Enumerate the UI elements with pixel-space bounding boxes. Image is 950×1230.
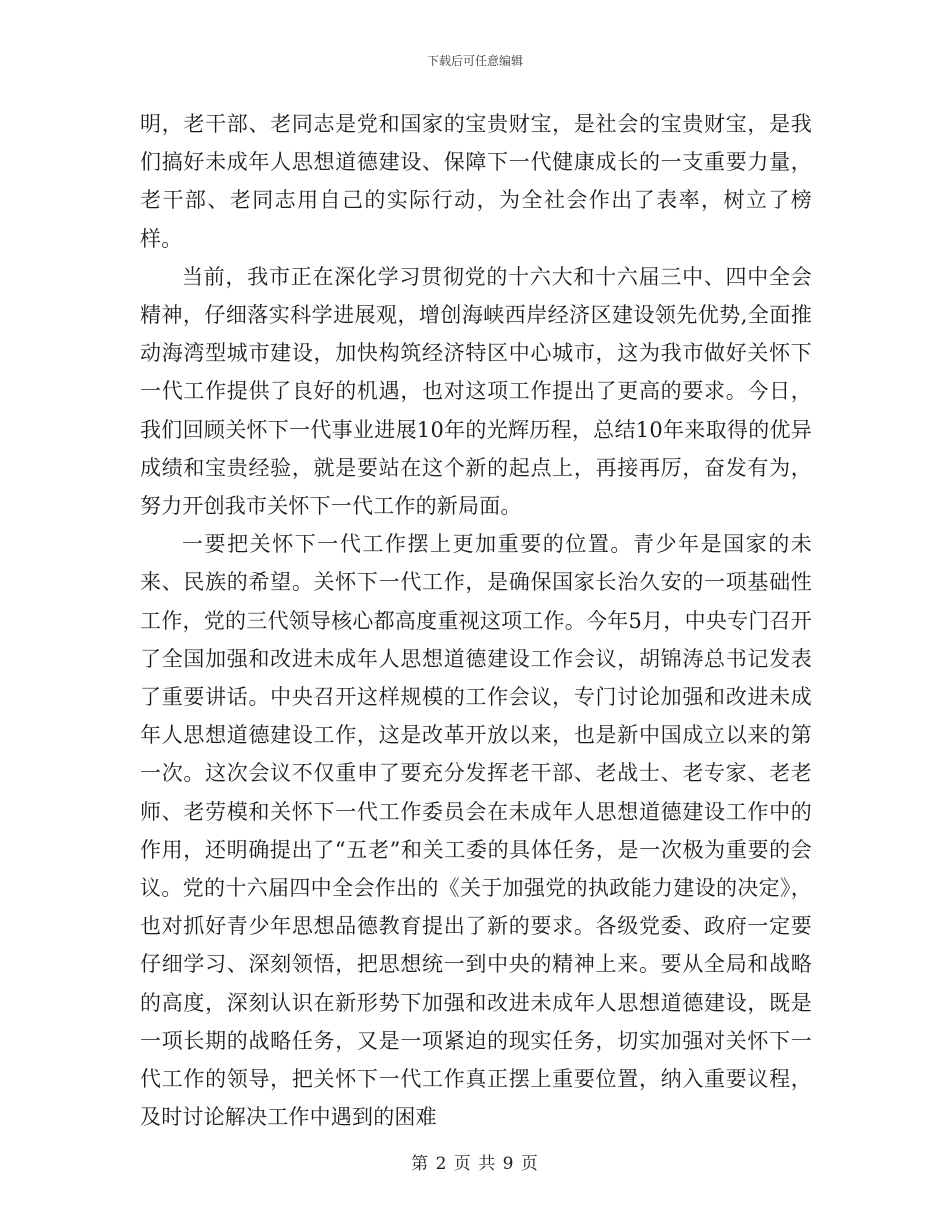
document-body xyxy=(140,105,812,1136)
page-header: 下载后可任意编辑 xyxy=(426,54,523,68)
page-number: 第 2 页 共 9 页 xyxy=(411,1154,539,1174)
paragraph-first-point: 一要把关怀下一代工作摆上更加重要的位置。青少年是国家的未来、民族的希望。关怀下一代工作，是确保国家长治久安的一项基础性工作，党的三代领导核心都高度重视这项工作。今年5月，中央专门召开了全国加强和改进未成年人思想道德建设工作会议，胡锦涛总书记发表了重要讲话。中央召开这样规模的工作会议，专门讨论加强和改进未成年人思想道德建设工作，这是改革开放以来，也是新中国成立以来的第一次。这次会议不仅重申了要充分发挥老干部、老战士、老专家、老老师、老劳模和关怀下一代工作委员会在未成年人思想道德建设工作中的作用，还明确提出了“五老”和关工委的具体任务，是一次极为重要的会议。党的十六届四中全会作出的《关于加强党的执政能力建设的决定》，也对抓好青少年思想品德教育提出了新的要求。各级党委、政府一定要仔细学习、深刻领悟，把思想统一到中央的精神上来。要从全局和战略的高度，深刻认识在新形势下加强和改进未成年人思想道德建设，既是一项长期的战略任务，又是一项紧迫的现实任务，切实加强对关怀下一代工作的领导，把关怀下一代工作真正摆上重要位置，纳入重要议程，及时讨论解决工作中遇到的困难 xyxy=(140,532,812,1130)
paragraph-continuation: 明，老干部、老同志是党和国家的宝贵财宝，是社会的宝贵财宝，是我们搞好未成年人思想道德建设、保障下一代健康成长的一支重要力量，老干部、老同志用自己的实际行动，为全社会作出了表率，树立了榜样。 xyxy=(140,112,812,251)
paragraph-current-situation: 当前，我市正在深化学习贯彻党的十六大和十六届三中、四中全会精神，仔细落实科学进展观，增创海峡西岸经济区建设领先优势,全面推动海湾型城市建设，加快构筑经济特区中心城市，这为我市做好关怀下一代工作提供了良好的机遇，也对这项工作提出了更高的要求。今日，我们回顾关怀下一代事业进展10年的光辉历程，总结10年来取得的优异成绩和宝贵经验，就是要站在这个新的起点上，再接再厉，奋发有为，努力开创我市关怀下一代工作的新局面。 xyxy=(140,264,812,519)
